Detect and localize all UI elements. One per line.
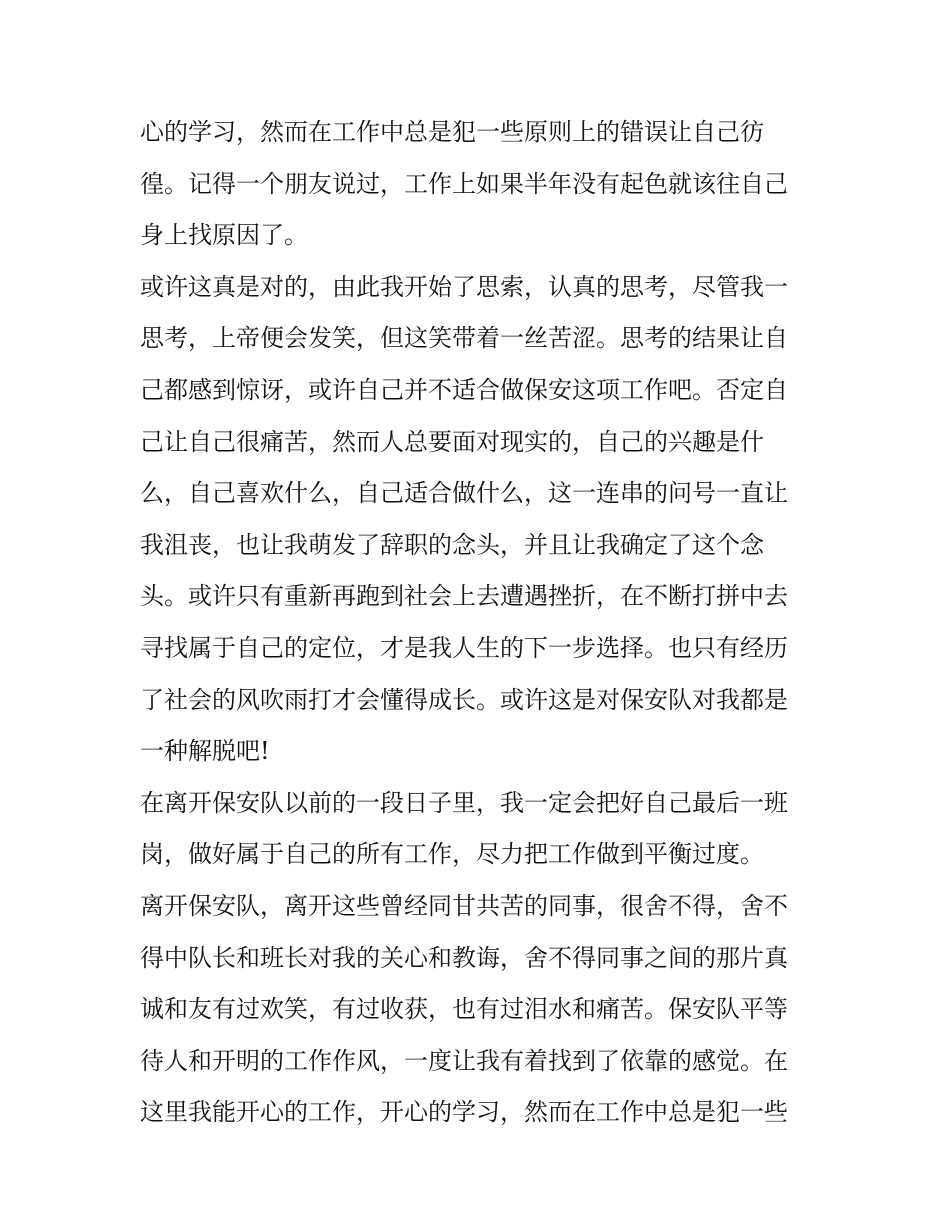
- text-line: 一种解脱吧!: [140, 737, 270, 766]
- text-line: 己都感到惊讶，或许自己并不适合做保安这项工作吧。否定自: [140, 375, 788, 404]
- text-line: 在离开保安队以前的一段日子里，我一定会把好自己最后一班: [140, 788, 788, 817]
- body-text: [140, 107, 820, 1139]
- text-line: 了社会的风吹雨打才会懂得成长。或许这是对保安队对我都是: [140, 685, 788, 714]
- text-line: 己让自己很痛苦，然而人总要面对现实的，自己的兴趣是什: [140, 427, 764, 456]
- text-line: 我沮丧，也让我萌发了辞职的念头，并且让我确定了这个念: [140, 530, 764, 559]
- text-line: 诚和友有过欢笑，有过收获，也有过泪水和痛苦。保安队平等: [140, 995, 788, 1024]
- text-line: 这里我能开心的工作，开心的学习，然而在工作中总是犯一些: [140, 1098, 788, 1127]
- text-line: 徨。记得一个朋友说过，工作上如果半年没有起色就该往自己: [140, 169, 788, 198]
- text-line: 头。或许只有重新再跑到社会上去遭遇挫折，在不断打拼中去: [140, 582, 788, 611]
- text-line: 得中队长和班长对我的关心和教诲，舍不得同事之间的那片真: [140, 943, 788, 972]
- text-line: 离开保安队，离开这些曾经同甘共苦的同事，很舍不得，舍不: [140, 891, 788, 920]
- text-line: 寻找属于自己的定位，才是我人生的下一步选择。也只有经历: [140, 633, 788, 662]
- text-line: 么，自己喜欢什么，自己适合做什么，这一连串的问号一直让: [140, 479, 788, 508]
- text-line: 思考，上帝便会发笑，但这笑带着一丝苦涩。思考的结果让自: [140, 324, 788, 353]
- text-line: 心的学习，然而在工作中总是犯一些原则上的错误让自己彷: [140, 118, 764, 146]
- text-line: 身上找原因了。: [140, 221, 308, 250]
- text-line: 岗，做好属于自己的所有工作，尽力把工作做到平衡过度。: [140, 840, 764, 869]
- text-line: 或许这真是对的，由此我开始了思索，认真的思考，尽管我一: [140, 272, 788, 301]
- text-line: 待人和开明的工作作风，一度让我有着找到了依靠的感觉。在: [140, 1046, 788, 1075]
